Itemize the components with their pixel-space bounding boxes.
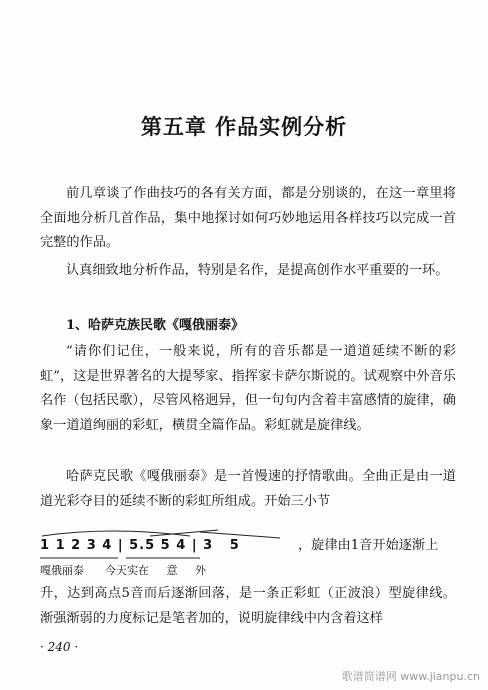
score-trailing-text: ，旋律由1音开始逐渐上 bbox=[298, 538, 439, 553]
score-lyrics: 嘎俄丽泰 今天实在 意 外 bbox=[40, 564, 206, 577]
paragraph-intro: 前几章谈了作曲技巧的各有关方面，都是分别谈的，在这一章里将全面地分析几首作品，集中地探讨如何巧妙地运用各样技巧以完成一首完整的作品。 bbox=[40, 186, 456, 250]
page-number: · 240 · bbox=[40, 640, 79, 654]
watermark: 歌谱简谱网 www.jianpu.cn bbox=[341, 670, 480, 683]
music-score bbox=[40, 528, 290, 580]
paragraph-song: 哈萨克民歌《嘎俄丽泰》是一首慢速的抒情歌曲。全曲正是由一道道光彩夺目的延续不断的彩虹所组成。开始三小节 bbox=[40, 469, 456, 509]
paragraph-continuation: 升，达到高点5音而后逐渐回落，是一条正彩虹（正波浪）型旋律线。渐强渐弱的力度标记是笔者加的，说明旋律线中内含着这样 bbox=[40, 586, 456, 626]
section-heading: 1、哈萨克族民歌《嘎俄丽泰》 bbox=[66, 318, 245, 333]
score-notes: 1 1 2 3 4 | 5.5 5 4 | 3 5 bbox=[40, 538, 240, 553]
paragraph-analysis: 认真细致地分析作品，特别是名作，是提高创作水平重要的一环。 bbox=[66, 263, 449, 278]
chapter-title: 第五章 作品实例分析 bbox=[140, 114, 348, 139]
paragraph-quote: “请你们记住，一般来说，所有的音乐都是一道道延续不断的彩虹”，这是世界著名的大提琴家、指挥家卡萨尔斯说的。试观察中外音乐名作（包括民歌），尽管风格迥异，但一句句内含着丰富感情的旋律，确象一道道绚丽的彩虹，横贯全篇作品。彩虹就是旋律线。 bbox=[40, 344, 456, 433]
